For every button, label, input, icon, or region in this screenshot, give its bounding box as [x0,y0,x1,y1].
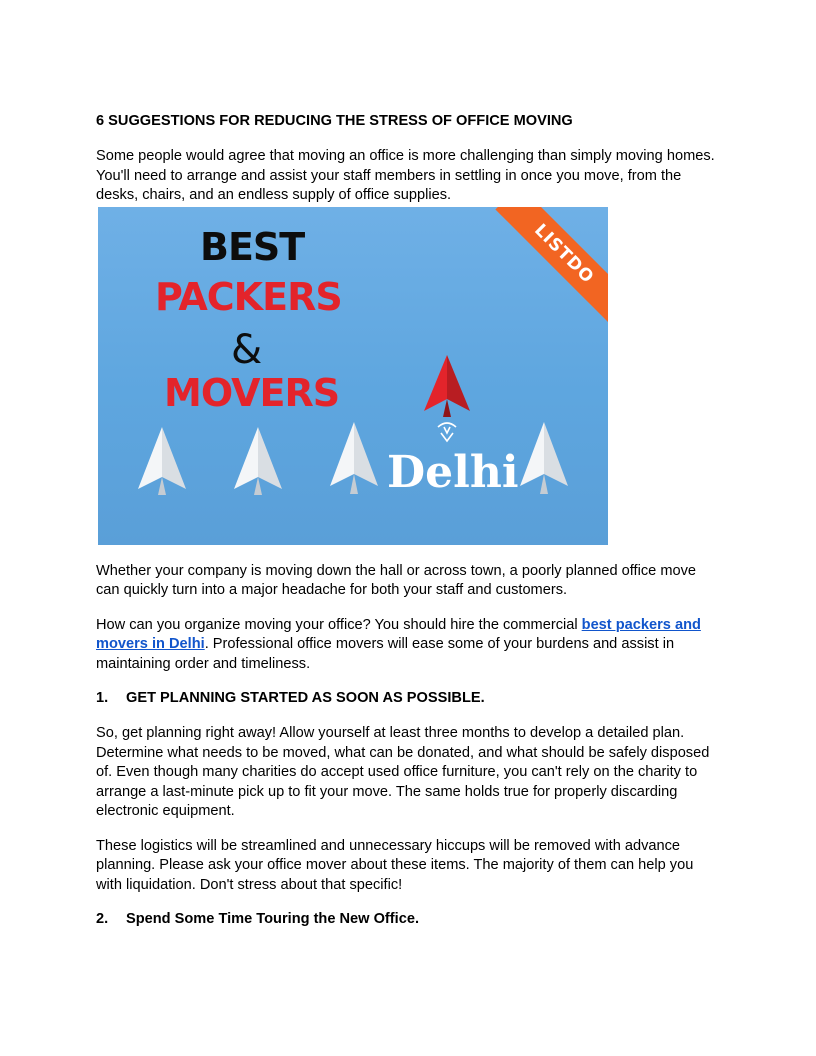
section-heading-1 [96,689,720,707]
paper-plane-icon [328,422,380,494]
section-number: 2. [96,911,109,927]
section-1-paragraph-2: These logistics will be streamlined and unnecessary hiccups will be removed with advance planning. Please ask your office mover about these items. The majority of them can help you with liquidation. Don't stress about that specific! [96,837,694,893]
section-heading-2 [96,910,720,928]
section-1-paragraph-1: So, get planning right away! Allow yourself at least three months to develop a detailed plan. Determine what needs to be moved, what can be donated, and what should be safely disposed of. Even though many charities do accept used office furniture, you can't rely on the charity to arrange a last-minute pick up to fit your move. The same holds true for properly discarding electronic equipment. [96,725,710,819]
section-number: 1. [96,690,109,706]
image-text-packers: PACKERS [155,274,342,319]
paragraph-move-planning: Whether your company is moving down the hall or across town, a poorly planned office move can quickly turn into a major headache for both your staff and customers. [96,562,697,598]
listdo-ribbon: LISTDO [495,207,608,323]
paragraph-text: . Professional office movers will ease some of your burdens and assist in maintaining order and timeliness. [96,636,675,672]
image-text-ampersand: & [231,326,262,373]
intro-paragraph: Some people would agree that moving an office is more challenging than simply moving homes. You'll need to arrange and assist your staff members in settling in once you move, from the desks, chairs, and an endless supply of office supplies. [96,148,715,203]
paragraph-text: How can you organize moving your office? You should hire the commercial [96,616,582,633]
image-text-city: Delhi [387,446,519,498]
paper-plane-icon [136,427,188,495]
packers-movers-link[interactable]: best packers and movers in Delhi [96,616,701,652]
hero-image [98,207,608,545]
section-title: Spend Some Time Touring the New Office. [126,911,419,927]
paper-plane-icon [518,422,570,494]
section-title: GET PLANNING STARTED AS SOON AS POSSIBLE. [126,690,485,706]
document-title: 6 SUGGESTIONS FOR REDUCING THE STRESS OF OFFICE MOVING [96,113,573,129]
document-page [96,112,720,945]
image-text-best: BEST [200,224,305,269]
red-paper-plane-icon [422,355,472,445]
paragraph-hire-movers [96,616,720,675]
paper-plane-icon [232,427,284,495]
image-text-movers: MOVERS [164,370,340,415]
